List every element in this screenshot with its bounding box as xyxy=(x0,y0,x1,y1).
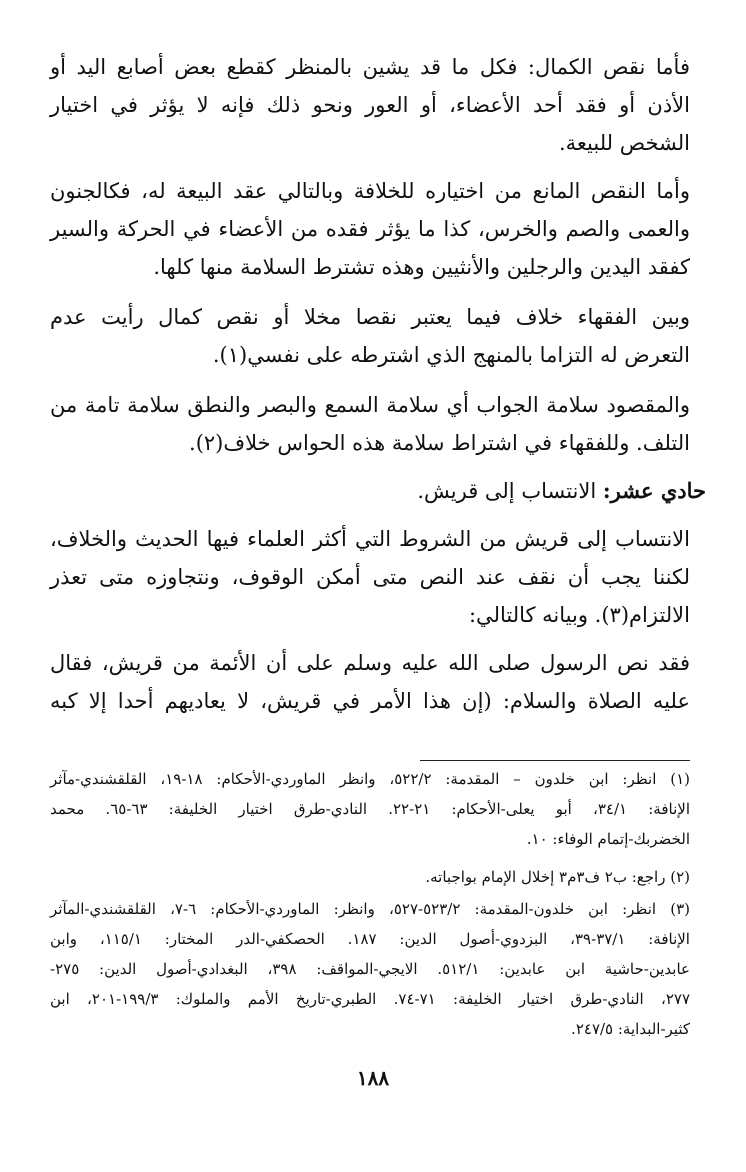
section-title: الانتساب إلى قريش. xyxy=(417,479,597,503)
section-label: حادي عشر: xyxy=(602,478,706,503)
footnote-line: (٣) انظر: ابن خلدون-المقدمة: ٥٢٣/٢-٥٢٧، وانظر: الماوردي-الأحكام: ٦-٧، القلقشندي-المآثر xyxy=(50,900,691,918)
body-line: والعمى والصم والخرس، كذا ما يؤثر فقده من الأعضاء في الحركة والسير xyxy=(50,217,690,241)
body-line: لكننا يجب أن نقف عند النص متى أمكن الوقوف، ونتجاوزه متى تعذر xyxy=(50,565,690,589)
body-line: التلف. وللفقهاء في اشتراط سلامة هذه الحواس خلاف(٢). xyxy=(189,431,690,455)
footnote-separator xyxy=(420,760,690,761)
body-line: التعرض له التزاما بالمنهج الذي اشترطه على نفسي(١). xyxy=(212,343,690,367)
body-line: وأما النقص المانع من اختياره للخلافة وبالتالي عقد البيعة له، فكالجنون xyxy=(50,179,690,203)
body-line: فأما نقص الكمال: فكل ما قد يشين بالمنظر كقطع بعض أصابع اليد أو xyxy=(50,55,690,79)
body-line: الالتزام(٣). وبيانه كالتالي: xyxy=(468,603,690,627)
footnote-line: (١) انظر: ابن خلدون – المقدمة: ٥٢٢/٢، وانظر الماوردي-الأحكام: ١٨-١٩، القلقشندي-مآثر xyxy=(50,770,690,788)
body-line: والمقصود سلامة الجواب أي سلامة السمع والبصر والنطق سلامة تامة من xyxy=(50,393,690,417)
body-line: عليه الصلاة والسلام: (إن هذا الأمر في قريش، لا يعاديهم أحدا إلا كبه xyxy=(50,689,690,713)
body-line: وبين الفقهاء خلاف فيما يعتبر نقصا مخلا أو نقص كمال رأيت عدم xyxy=(50,305,690,329)
section-heading xyxy=(46,476,706,506)
footnote-line: كثير-البداية: ٢٤٧/٥. xyxy=(571,1020,690,1038)
footnote-line: ٢٧٧، النادي-طرق اختيار الخليفة: ٧١-٧٤. الطبري-تاريخ الأمم والملوك: ١٩٩/٣-٢٠١، ابن xyxy=(50,990,690,1008)
footnote-line: الإنافة: ٣٧/١-٣٩، البزدوي-أصول الدين: ١٨٧. الحصكفي-الدر المختار: ١١٥/١، وابن xyxy=(50,930,690,948)
body-line: الأذن أو فقد أحد الأعضاء، أو العور ونحو ذلك فإنه لا يؤثر في اختيار xyxy=(50,93,690,117)
body-line: الانتساب إلى قريش من الشروط التي أكثر العلماء فيها الحديث والخلاف، xyxy=(50,527,690,551)
footnote-line: عابدين-حاشية ابن عابدين: ٥١٢/١. الايجي-المواقف: ٣٩٨، البغدادي-أصول الدين: ٢٧٥- xyxy=(50,960,690,978)
body-line: الشخص للبيعة. xyxy=(558,131,690,155)
page-number: ١٨٨ xyxy=(356,1066,390,1090)
footnote-line: الإنافة: ٣٤/١، أبو يعلى-الأحكام: ٢١-٢٢. النادي-طرق اختيار الخليفة: ٦٣-٦٥. محمد xyxy=(50,800,690,818)
footnote-line: الخضربك-إتمام الوفاء: ١٠. xyxy=(526,830,690,848)
body-line: فقد نص الرسول صلى الله عليه وسلم على أن الأئمة من قريش، فقال xyxy=(50,651,690,675)
body-line: كفقد اليدين والرجلين والأنثيين وهذه تشترط السلامة منها كلها. xyxy=(153,255,690,279)
footnote-line: (٢) راجع: ب٢ ف٣م٣ إخلال الإمام بواجباته. xyxy=(425,868,690,886)
